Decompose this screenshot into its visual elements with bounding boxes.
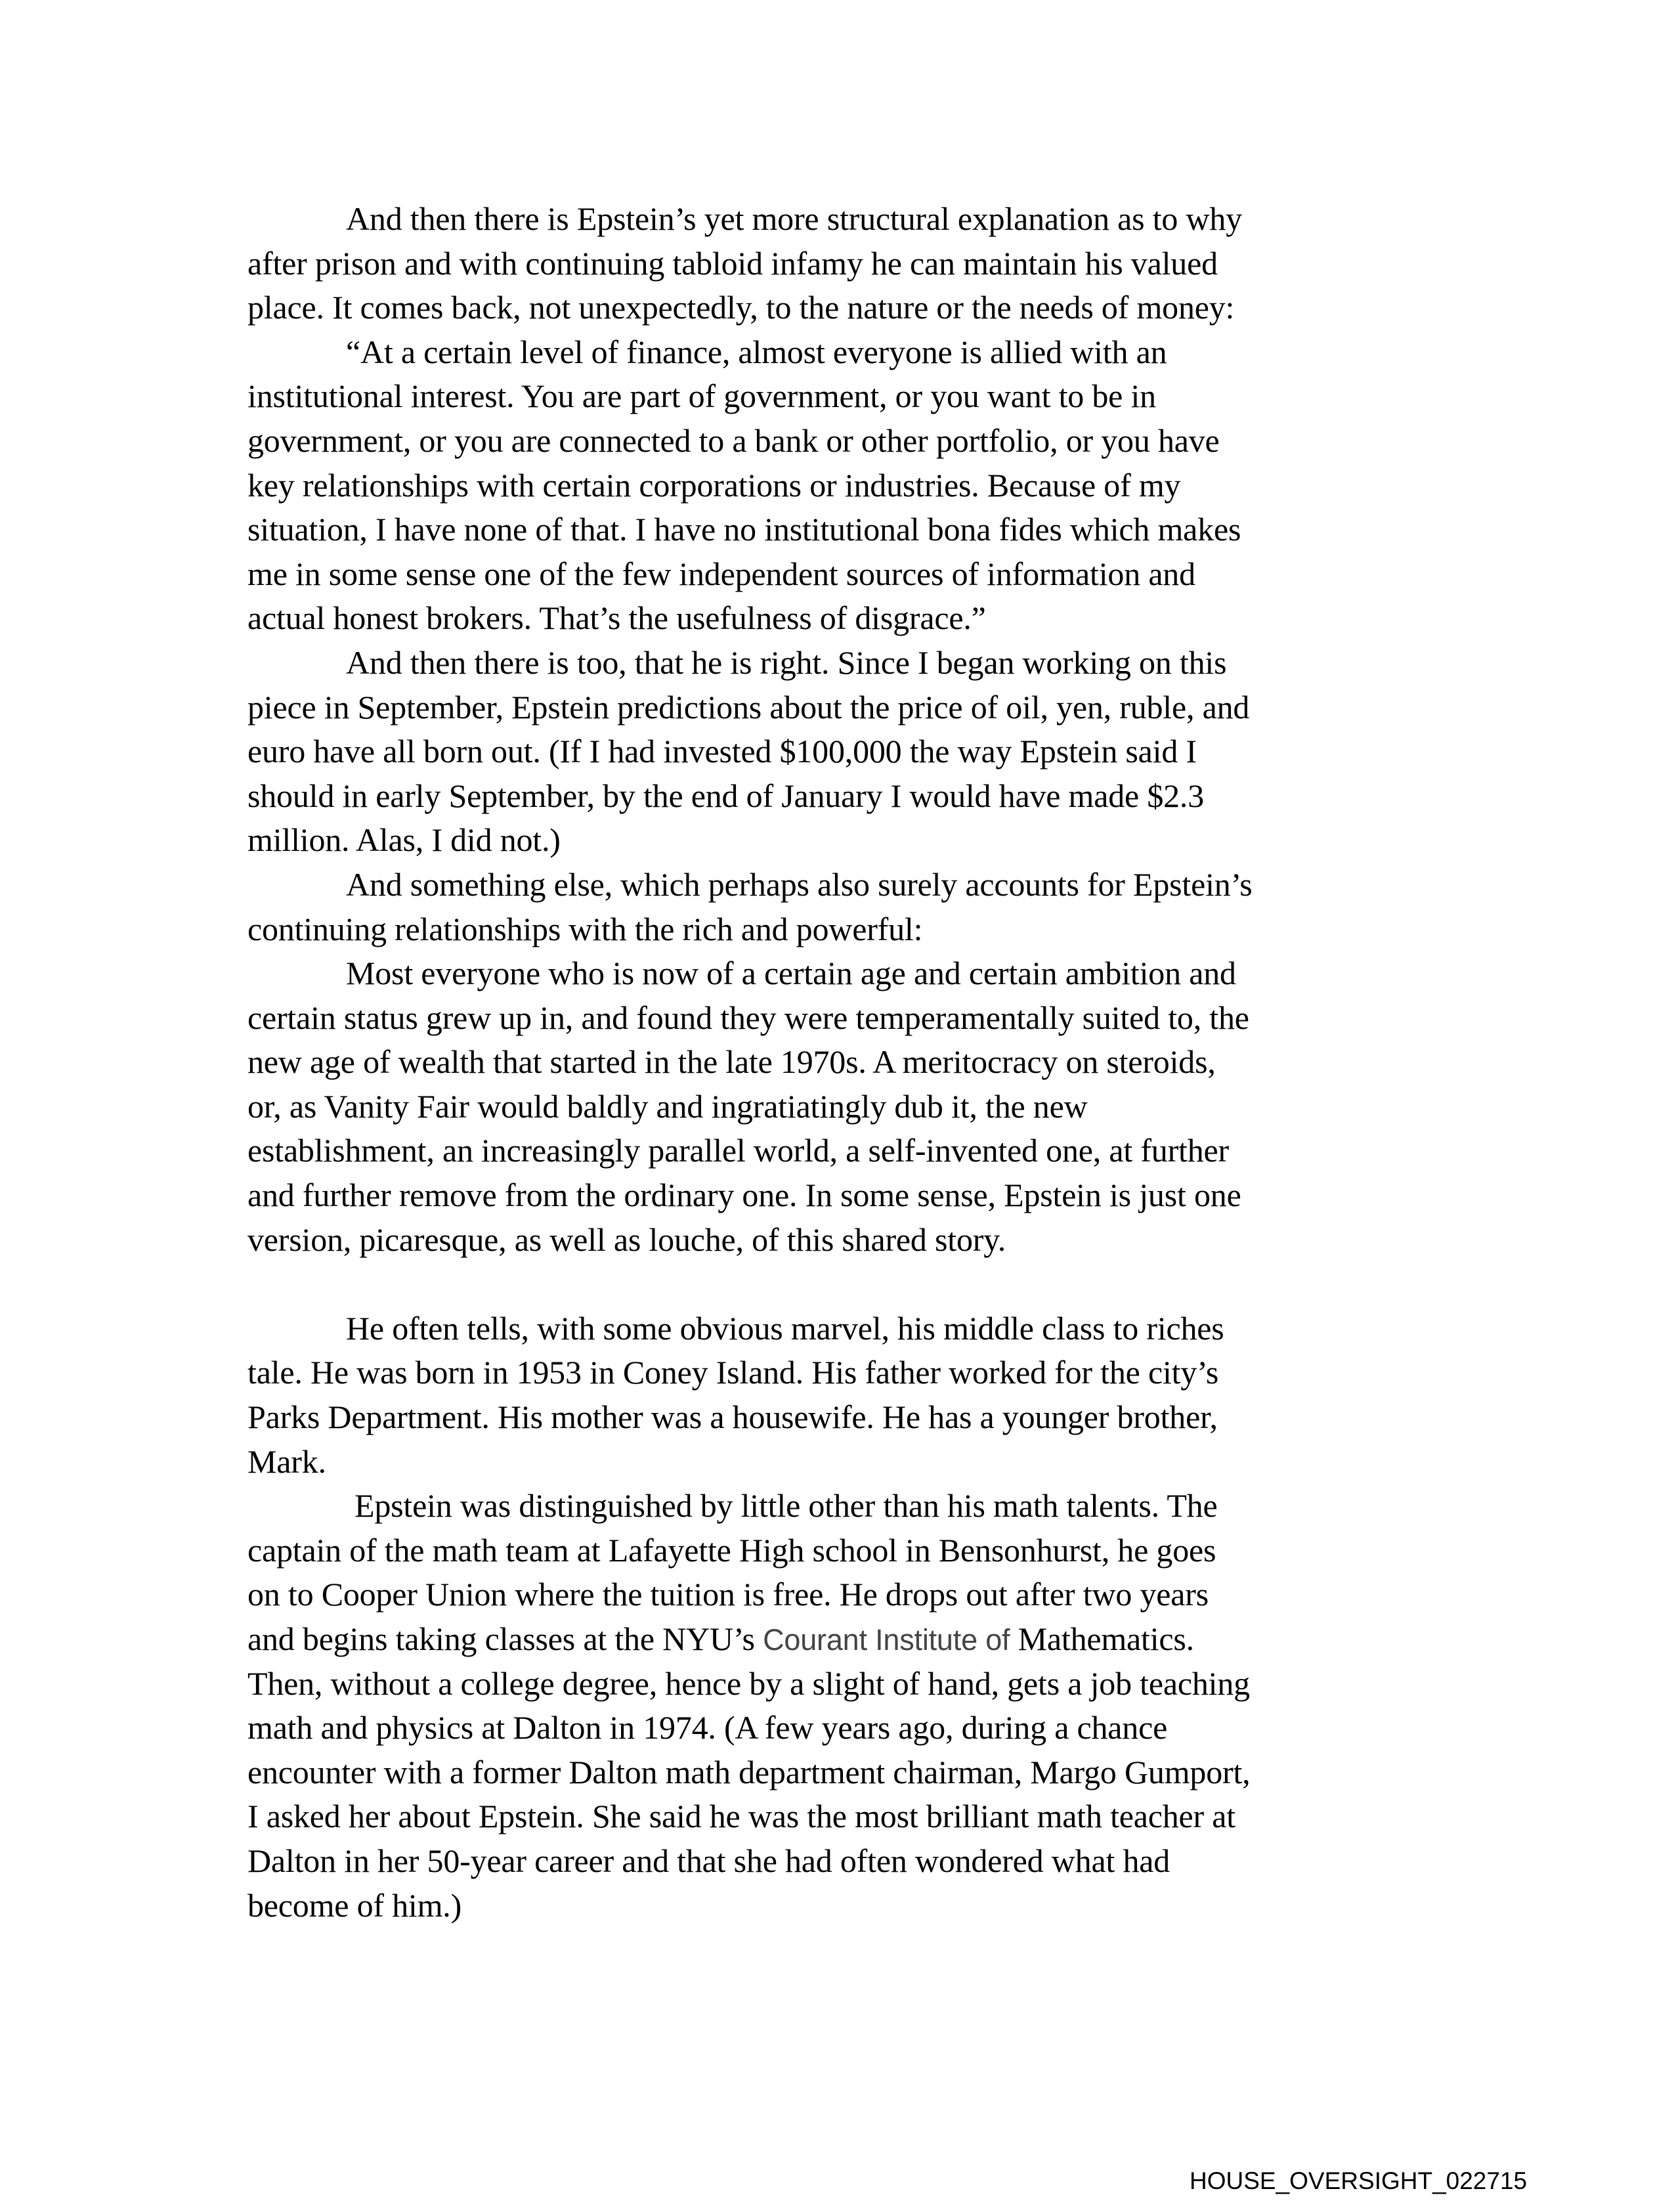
text-line: government, or you are connected to a bank or other portfolio, or you have: [247, 422, 1220, 459]
text-line: math and physics at Dalton in 1974. (A few years ago, during a chance: [247, 1709, 1168, 1746]
paragraph-meritocracy: [247, 951, 1449, 1262]
text-line: million. Alas, I did not.): [247, 821, 561, 859]
text-line: situation, I have none of that. I have no institutional bona fides which makes: [247, 511, 1241, 548]
text-line: euro have all born out. (If I had invested $100,000 the way Epstein said I: [247, 733, 1197, 770]
text-line: continuing relationships with the rich and powerful:: [247, 910, 923, 947]
text-line: “At a certain level of finance, almost everyone is allied with an: [346, 333, 1167, 370]
text-line: Most everyone who is now of a certain age and certain ambition and: [346, 955, 1236, 992]
text-line: tale. He was born in 1953 in Coney Island. His father worked for the city’s: [247, 1354, 1219, 1391]
text-line: on to Cooper Union where the tuition is free. He drops out after two years: [247, 1576, 1209, 1613]
paragraph-education: [247, 1484, 1449, 1928]
text-line: encounter with a former Dalton math department chairman, Margo Gumport,: [247, 1753, 1251, 1790]
text-line: or, as Vanity Fair would baldly and ingratiatingly dub it, the new: [247, 1087, 1088, 1125]
paragraph-spacer: [247, 1262, 1449, 1307]
paragraph-childhood: [247, 1307, 1449, 1484]
paragraph-predictions: [247, 641, 1449, 863]
paragraph-quote-finance: [247, 330, 1449, 641]
text-line: And then there is Epstein’s yet more structural explanation as to why: [346, 200, 1243, 237]
text-line: I asked her about Epstein. She said he was the most brilliant math teacher at: [247, 1798, 1235, 1835]
text-line: Epstein was distinguished by little other than his math talents. The: [354, 1487, 1218, 1525]
text-line-courant: [247, 1617, 1449, 1662]
text-line: and further remove from the ordinary one. In some sense, Epstein is just one: [247, 1177, 1241, 1214]
text-line: version, picaresque, as well as louche, of this shared story.: [247, 1221, 1006, 1258]
text-line: me in some sense one of the few independent sources of information and: [247, 555, 1195, 592]
text-line: captain of the math team at Lafayette High school in Bensonhurst, he goes: [247, 1531, 1216, 1569]
text-line: new age of wealth that started in the late 1970s. A meritocracy on steroids,: [247, 1043, 1216, 1081]
paragraph-structural-explanation: [247, 197, 1449, 330]
text-line: establishment, an increasingly parallel world, a self-invented one, at further: [247, 1132, 1229, 1169]
text-line: should in early September, by the end of January I would have made $2.3: [247, 777, 1205, 814]
bates-number: HOUSE_OVERSIGHT_022715: [1190, 2167, 1528, 2194]
text-line: key relationships with certain corporations or industries. Because of my: [247, 466, 1181, 504]
text-line: Dalton in her 50-year career and that she had often wondered what had: [247, 1842, 1170, 1879]
text-line: piece in September, Epstein predictions about the price of oil, yen, ruble, and: [247, 688, 1250, 726]
text-line: certain status grew up in, and found they were temperamentally suited to, the: [247, 999, 1249, 1036]
text-line: Then, without a college degree, hence by a slight of hand, gets a job teaching: [247, 1664, 1250, 1702]
paragraph-something-else: [247, 863, 1449, 951]
text-line: institutional interest. You are part of government, or you want to be in: [247, 378, 1156, 415]
text-segment: Mathematics.: [1010, 1620, 1194, 1657]
text-line: actual honest brokers. That’s the usefulness of disgrace.”: [247, 599, 986, 637]
text-segment: and begins taking classes at the NYU’s: [247, 1620, 763, 1657]
text-line: place. It comes back, not unexpectedly, to the nature or the needs of money:: [247, 289, 1235, 326]
text-line: Mark.: [247, 1442, 326, 1480]
courant-institute-text: Courant Institute of: [763, 1623, 1010, 1657]
document-body: [247, 197, 1449, 1928]
text-line: And then there is too, that he is right. Since I began working on this: [346, 643, 1227, 681]
text-line: And something else, which perhaps also surely accounts for Epstein’s: [346, 865, 1253, 903]
text-line: Parks Department. His mother was a housewife. He has a younger brother,: [247, 1399, 1218, 1436]
text-line: become of him.): [247, 1886, 462, 1924]
text-line: after prison and with continuing tabloid infamy he can maintain his valued: [247, 244, 1218, 282]
text-line: He often tells, with some obvious marvel, his middle class to riches: [346, 1309, 1224, 1347]
